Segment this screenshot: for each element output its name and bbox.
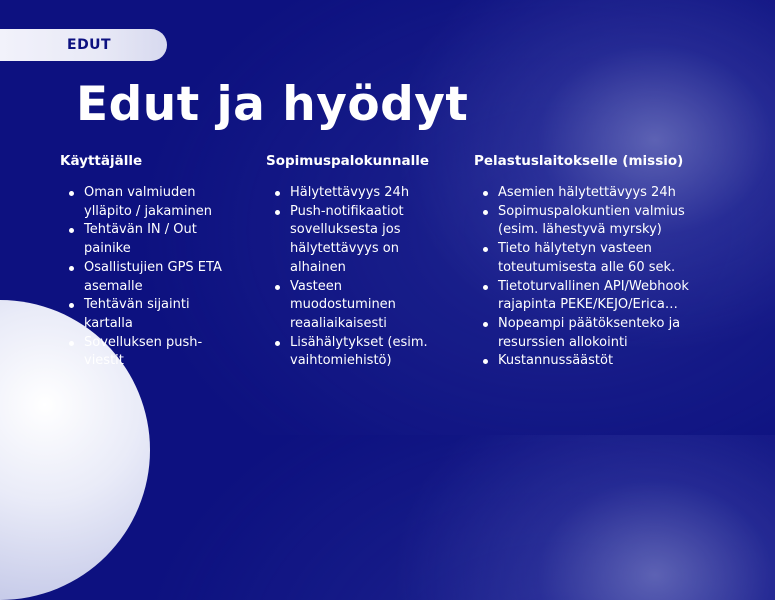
benefit-list (266, 184, 446, 371)
list-item: Osallistujien GPS ETA asemalle (84, 259, 240, 296)
column-volunteer-brigade (266, 152, 446, 371)
benefit-list (474, 184, 714, 371)
benefit-list (60, 184, 240, 371)
section-tag-label: EDUT (67, 37, 112, 53)
list-item: Tehtävän IN / Out painike (84, 221, 240, 258)
column-heading: Pelastuslaitokselle (missio) (474, 153, 684, 169)
list-item: Tietoturvallinen API/Webhook rajapinta PEKE/KEJO/Erica… (498, 278, 714, 315)
column-heading: Sopimuspalokunnalle (266, 153, 430, 169)
list-item: Lisähälytykset (esim. vaihtomiehistö) (290, 334, 446, 371)
list-item: Push-notifikaatiot sovelluksesta jos hälytettävyys on alhainen (290, 203, 446, 278)
list-item: Vasteen muodostuminen reaaliaikaisesti (290, 278, 446, 334)
list-item: Tehtävän sijainti kartalla (84, 296, 240, 333)
column-heading: Käyttäjälle (60, 153, 143, 169)
list-item: Hälytettävyys 24h (290, 184, 446, 203)
list-item: Nopeampi päätöksenteko ja resurssien allokointi (498, 315, 714, 352)
list-item: Tieto hälytetyn vasteen toteutumisesta alle 60 sek. (498, 240, 714, 277)
slide-title: Edut ja hyödyt (76, 77, 469, 132)
column-rescue-department (474, 152, 714, 371)
list-item: Oman valmiuden ylläpito / jakaminen (84, 184, 240, 221)
column-users (60, 152, 240, 371)
list-item: Kustannussäästöt (498, 352, 714, 371)
list-item: Asemien hälytettävyys 24h (498, 184, 714, 203)
section-tag (0, 29, 167, 61)
list-item: Sopimuspalokuntien valmius (esim. lähestyvä myrsky) (498, 203, 714, 240)
list-item: Sovelluksen push-viestit (84, 334, 240, 371)
